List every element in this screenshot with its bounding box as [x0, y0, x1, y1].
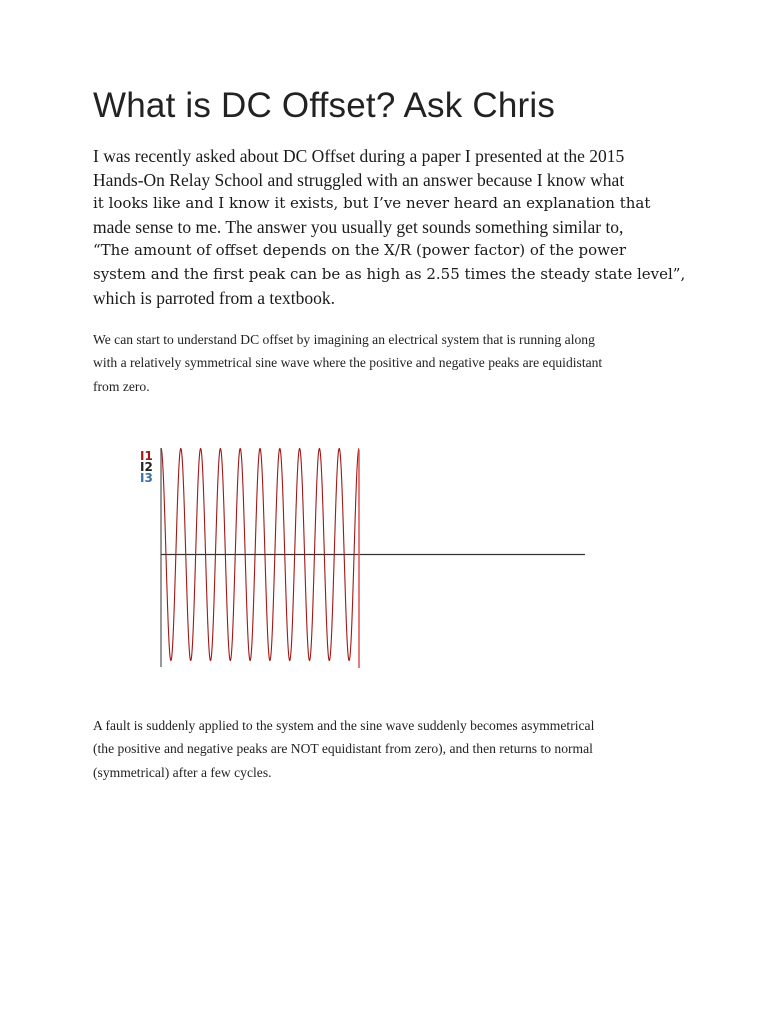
body-line: We can start to understand DC offset by imagining an electrical system that is running along	[93, 332, 595, 347]
body-line: A fault is suddenly applied to the system and the sine wave suddenly becomes asymmetrical	[93, 718, 595, 733]
legend-label-i3: I3	[140, 471, 153, 485]
intro-line: made sense to me. The answer you usually get sounds something similar to,	[93, 216, 624, 237]
intro-line: I was recently asked about DC Offset during a paper I presented at the 2015	[93, 146, 625, 166]
legend-label-i1: I1	[140, 449, 153, 463]
quote-line: “The amount of offset depends on the X/R (power factor) of the power	[93, 241, 627, 260]
body-paragraph-1	[93, 328, 693, 398]
intro-paragraph	[93, 145, 693, 310]
page-title: What is DC Offset? Ask Chris	[93, 86, 556, 125]
intro-line: Hands-On Relay School and struggled with an answer because I know what	[93, 169, 625, 190]
waveform-figure	[130, 440, 600, 675]
intro-line: it looks like and I know it exists, but I’ve never heard an explanation that	[93, 194, 651, 213]
legend-label-i2: I2	[140, 460, 153, 474]
body-line: with a relatively symmetrical sine wave where the positive and negative peaks are equidistant	[93, 355, 603, 371]
body-line: (symmetrical) after a few cycles.	[93, 764, 272, 780]
body-line: from zero.	[93, 378, 150, 394]
waveform-chart	[130, 440, 600, 675]
quote-line: system and the first peak can be as high as 2.55 times the steady state level”,	[93, 264, 686, 283]
intro-line: which is parroted from a textbook.	[93, 287, 336, 308]
body-paragraph-2	[93, 714, 693, 784]
body-line: (the positive and negative peaks are NOT equidistant from zero), and then returns to normal	[93, 741, 593, 757]
